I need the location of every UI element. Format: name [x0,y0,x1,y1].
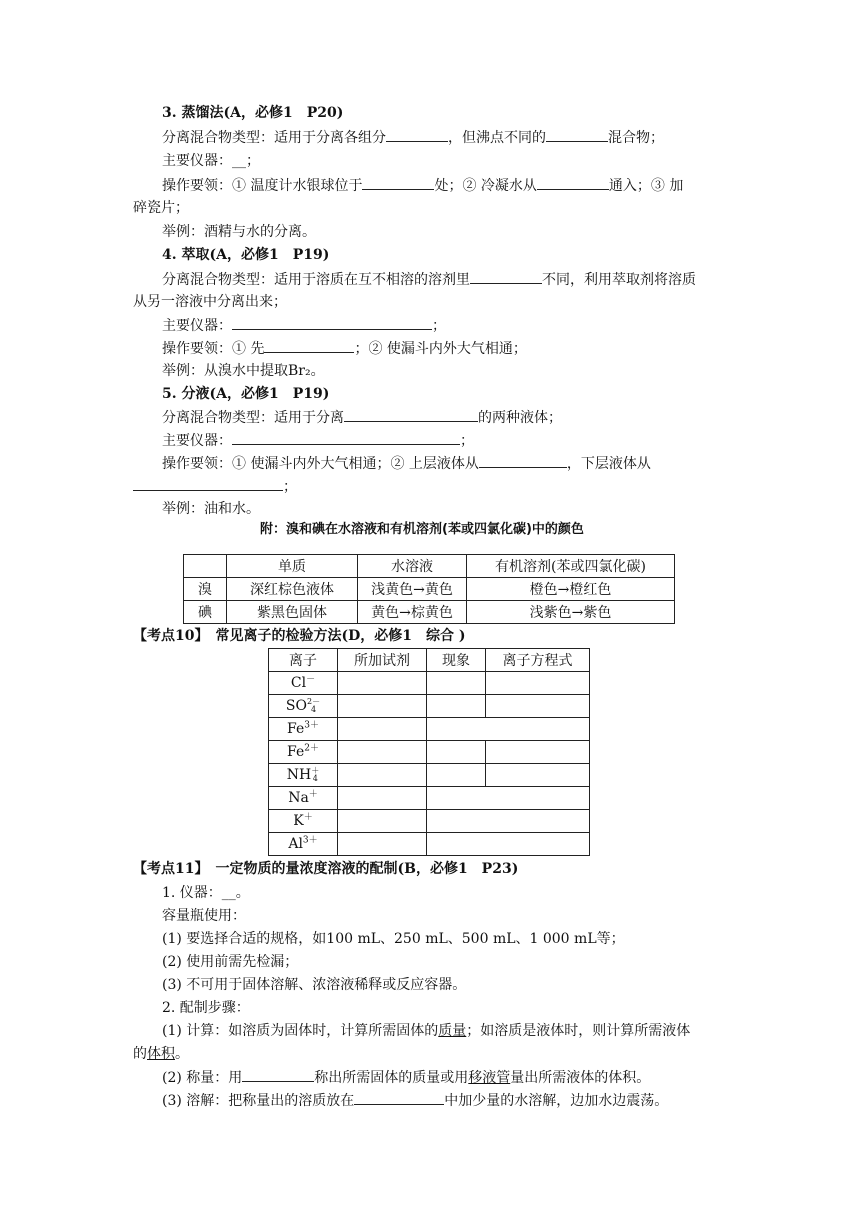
table-cell[interactable] [486,672,590,695]
ion-base: SO [285,698,307,714]
table-cell: 深红棕色液体 [227,578,358,601]
ion-base: Al [288,836,303,852]
s5-line-4 [133,476,297,496]
text: 处；② 冷凝水从 [434,178,537,194]
table-row [184,601,675,624]
table-cell[interactable] [427,833,590,856]
table-header-cell [184,555,227,578]
table-row [269,787,590,810]
table-cell[interactable] [427,787,590,810]
ion-charge: 2＋ [304,743,319,754]
text: 操作要领：① 先 [162,341,265,357]
table-cell[interactable] [427,741,486,764]
s3-line-4: 碎瓷片； [133,200,189,216]
text: ； [460,433,474,449]
text: ，但沸点不同的 [448,130,546,146]
s5-line-1 [162,407,562,427]
ion-charge: 2－ [306,697,321,706]
underlined-answer: 移液管 [468,1070,511,1086]
table-cell: 浅紫色→紫色 [467,601,675,624]
ion-subscript: 4 [310,705,317,714]
s3-line-1 [162,127,664,147]
text: (3) 溶解：把称量出的溶质放在 [162,1093,355,1109]
blank-field[interactable] [232,315,432,330]
ion-cell [269,787,338,810]
blank-field[interactable] [537,175,609,190]
blank-field[interactable] [242,1067,314,1082]
s5-line-5: 举例：油和水。 [162,501,260,517]
section-5-title: 5. 分液(A，必修1 P19) [162,386,330,402]
kd11-line-2: 容量瓶使用： [162,908,246,924]
table-cell[interactable] [427,810,590,833]
kd11-line-3: (1) 要选择合适的规格，如100 mL、250 mL、500 mL、1 000 mL等； [162,931,625,947]
ion-cell [269,764,338,787]
ion-base: Fe [287,744,305,760]
kd11-line-1: 1. 仪器：__。 [162,885,250,901]
text: ；如溶质是液体时，则计算所需液体 [466,1023,691,1039]
kd11-line-10 [162,1090,668,1110]
table-header-row [269,649,590,672]
table-row [184,578,675,601]
s3-line-3 [162,175,683,195]
ion-base: NH [286,767,312,783]
blank-field[interactable] [264,338,354,353]
table-cell[interactable] [338,718,427,741]
table-cell[interactable] [427,764,486,787]
kd11-line-4: (2) 使用前需先检漏； [162,954,299,970]
table-cell[interactable] [338,672,427,695]
text: 主要仪器： [162,433,232,449]
section-3-title: 3. 蒸馏法(A，必修1 P20) [162,105,344,121]
table-cell: 浅黄色→黄色 [358,578,467,601]
table-row [269,764,590,787]
blank-field[interactable] [386,127,448,142]
ion-test-table [268,648,590,856]
underlined-answer: 质量 [438,1023,467,1039]
blank-field[interactable] [546,127,608,142]
ion-cell [269,718,338,741]
blank-field[interactable] [479,453,567,468]
table-header-cell: 现象 [427,649,486,672]
text: 操作要领：① 使漏斗内外大气相通；② 上层液体从 [162,456,479,472]
table-cell[interactable] [427,695,486,718]
s3-line-2: 主要仪器：__； [162,153,260,169]
table-header-cell: 离子 [269,649,338,672]
text: 通入；③ 加 [608,178,684,194]
kd10-title: 【考点10】 常见离子的检验方法(D，必修1 综合 ) [133,628,466,644]
blank-field[interactable] [470,269,542,284]
ion-base: Na [288,790,309,806]
text: ； [432,318,446,334]
text: 称出所需固体的质量或用 [314,1070,469,1086]
kd11-line-8 [133,1044,189,1064]
s5-line-3 [162,453,651,473]
table-cell[interactable] [486,695,590,718]
table-cell[interactable] [338,741,427,764]
table-row [269,672,590,695]
text: (2) 称量：用 [162,1070,243,1086]
text: 分离混合物类型：适用于分离各组分 [162,130,386,146]
table-cell[interactable] [338,787,427,810]
ion-subscript: 4 [312,774,318,783]
text: ； [283,479,297,495]
ion-base: Fe [287,721,305,737]
s4-line-1 [162,269,696,289]
section-4-title: 4. 萃取(A，必修1 P19) [162,247,330,263]
table-cell: 碘 [184,601,227,624]
table-header-row [184,555,675,578]
s4-line-5: 举例：从溴水中提取Br₂。 [162,363,325,379]
table-cell[interactable] [338,833,427,856]
table-row [269,695,590,718]
text: 分离混合物类型：适用于溶质在互不相溶的溶剂里 [162,272,470,288]
text: 不同，利用萃取剂将溶质 [542,272,696,288]
text: 分离混合物类型：适用于分离 [162,410,344,426]
table-cell[interactable] [486,741,590,764]
ion-charge: ＋ [303,812,313,823]
ion-cell [269,695,338,718]
table-row [269,810,590,833]
text: 。 [175,1046,189,1062]
text: 主要仪器： [162,318,232,334]
table-cell[interactable] [427,718,590,741]
text: ，下层液体从 [566,456,651,472]
ion-charge: 3＋ [302,835,318,846]
table-row [269,741,590,764]
table-cell[interactable] [338,810,427,833]
ion-cell [269,672,338,695]
text: 量出所需液体的体积。 [510,1070,651,1086]
kd11-title: 【考点11】 一定物质的量浓度溶液的配制(B，必修1 P23) [133,861,519,877]
blank-field[interactable] [232,430,460,445]
ion-charge: － [306,674,316,685]
ion-charge: ＋ [311,766,320,775]
s5-line-2 [162,430,474,450]
ion-base: Cl [290,675,307,691]
table-cell[interactable] [486,764,590,787]
text: 的两种液体； [478,410,562,426]
text: 操作要领：① 温度计水银球位于 [162,178,363,194]
kd11-line-6: 2. 配制步骤： [162,1000,250,1016]
text: ；② 使漏斗内外大气相通； [354,341,527,357]
text: (1) 计算：如溶质为固体时，计算所需固体的 [162,1023,439,1039]
text: 混合物； [608,130,664,146]
color-table-caption: 附：溴和碘在水溶液和有机溶剂(苯或四氯化碳)中的颜色 [260,522,584,537]
ion-cell [269,810,338,833]
ion-cell [269,741,338,764]
ion-base: K [293,813,304,829]
table-cell[interactable] [427,672,486,695]
color-table [183,554,675,624]
blank-field[interactable] [133,476,283,491]
table-row [269,718,590,741]
text: 中加少量的水溶解，边加水边震荡。 [444,1093,669,1109]
table-header-cell: 单质 [227,555,358,578]
kd11-line-9 [162,1067,650,1087]
kd11-line-7 [162,1021,690,1041]
s4-line-2: 从另一溶液中分离出来； [133,294,287,310]
table-cell[interactable] [338,764,427,787]
table-header-cell: 有机溶剂(苯或四氯化碳) [467,555,675,578]
table-cell: 橙色→橙红色 [467,578,675,601]
table-cell: 紫黑色固体 [227,601,358,624]
ion-cell [269,833,338,856]
table-header-cell: 离子方程式 [486,649,590,672]
s4-line-4 [162,338,527,358]
s3-line-5: 举例：酒精与水的分离。 [162,224,316,240]
table-header-cell: 所加试剂 [338,649,427,672]
kd11-line-5: (3) 不可用于固体溶解、浓溶液稀释或反应容器。 [162,977,467,993]
table-cell[interactable] [338,695,427,718]
blank-field[interactable] [362,175,434,190]
s4-line-3 [162,315,446,335]
blank-field[interactable] [354,1090,444,1105]
text: 的 [133,1046,147,1062]
underlined-answer: 体积 [147,1046,175,1062]
blank-field[interactable] [344,407,478,422]
table-header-cell: 水溶液 [358,555,467,578]
table-cell: 黄色→棕黄色 [358,601,467,624]
ion-charge: 3＋ [304,720,319,731]
table-cell: 溴 [184,578,227,601]
ion-charge: ＋ [308,789,318,800]
table-row [269,833,590,856]
